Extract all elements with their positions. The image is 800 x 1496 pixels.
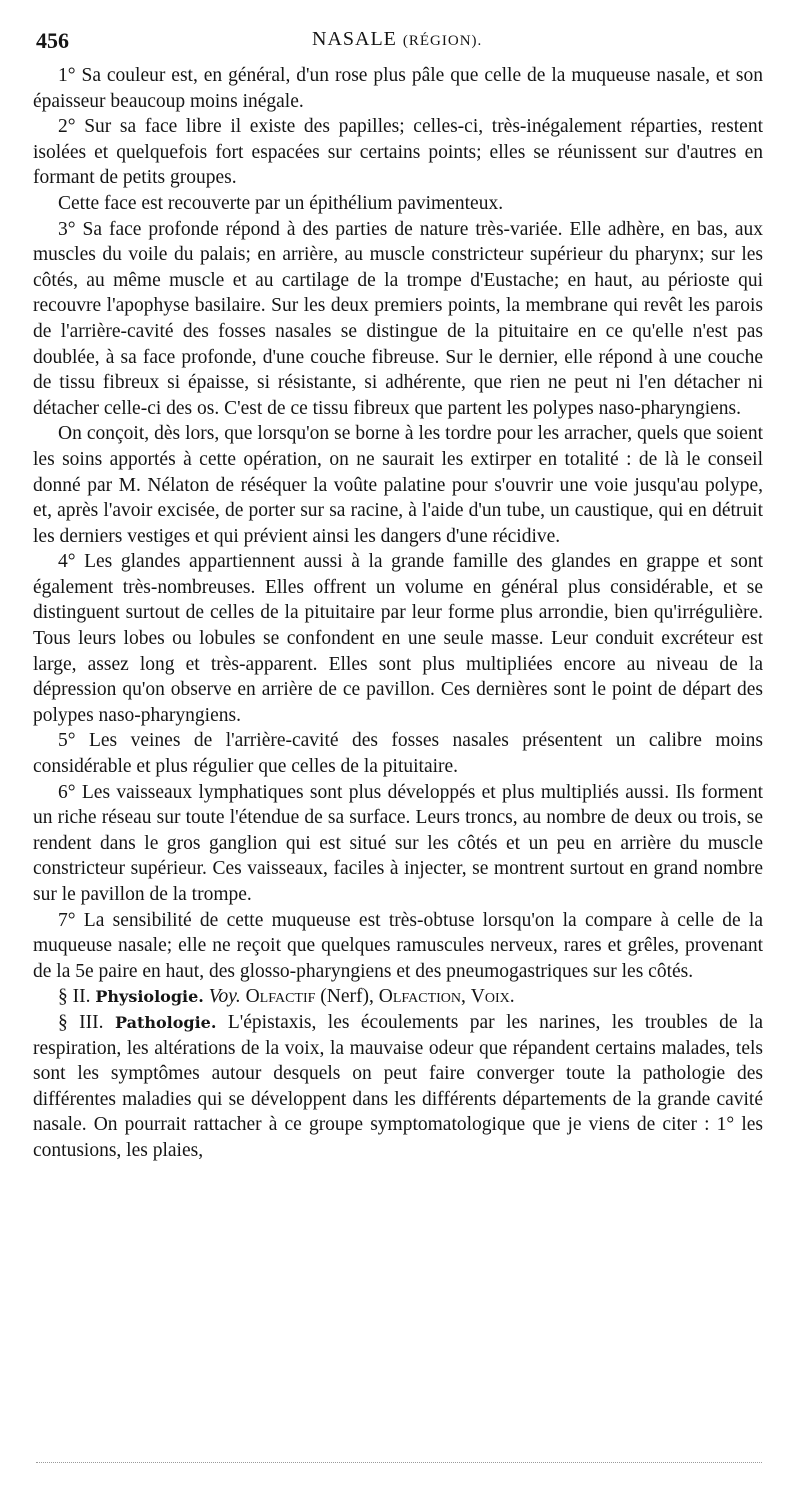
paragraph-veins: 5° Les veines de l'arrière-cavité des fosses nasales présentent un calibre moins considérable et plus régulier que celles de la pituitaire. — [33, 730, 763, 778]
cross-reference-olfaction: Olfaction, — [378, 986, 466, 1008]
paragraph-sensibility: 7° La sensibilité de cette muqueuse est très-obtuse lorsqu'on la compare à celle de la muqueuse nasale; elle ne reçoit que quelques ramuscules nerveux, rares et grêles, provenant de la 5e paire en haut, des glosso-pharyngiens et des pneumogastriques sur les côtés. — [33, 909, 763, 982]
running-subtitle: (RÉGION). — [402, 33, 483, 49]
cross-reference-note: (Nerf), — [320, 986, 374, 1008]
paragraph-polyp-removal: On conçoit, dès lors, que lorsqu'on se borne à les tordre pour les arracher, quels que soient les soins apportés à cette opération, on ne saurait les extirper en totalité : de là le conseil donné par M. Nélaton de réséquer la voûte palatine pour s'ouvrir une voie jusqu'au polype, et, après l'avoir excisée, de porter sur sa racine, à l'aide d'un tube, un caustique, qui en détruit les derniers vestiges et qui prévient ainsi les dangers d'une récidive. — [33, 423, 763, 547]
voy-reference: Voy. — [208, 986, 241, 1008]
running-title: NASALE — [312, 28, 397, 50]
page-header — [36, 28, 766, 54]
footer-rule — [36, 1462, 762, 1463]
paragraph-papillae: 2° Sur sa face libre il existe des papilles; celles-ci, très-inégalement réparties, restent isolées et quelquefois fort espacées sur certains points; elles se réunissent sur d'autres en formant de petits groupes. — [33, 116, 763, 189]
paragraph-color: 1° Sa couleur est, en général, d'un rose plus pâle que celle de la muqueuse nasale, et son épaisseur beaucoup moins inégale. — [33, 65, 763, 112]
section-marker: § III. — [58, 1011, 104, 1033]
paragraph-deep-face: 3° Sa face profonde répond à des parties de nature très-variée. Elle adhère, en bas, aux muscles du voile du palais; en arrière, au muscle constricteur supérieur du pharynx; sur les côtés, au même muscle et au cartilage de la trompe d'Eustache; en haut, au périoste qui recouvre l'apophyse basilaire. Sur les deux premiers points, la membrane qui revêt les parois de l'arrière-cavité des fosses nasales se distingue de la pituitaire en ce qu'elle n'est pas doublée, à sa face profonde, d'une couche fibreuse. Sur le dernier, elle répond à une couche de tissu fibreux si épaisse, si résistante, si adhérente, que rien ne peut ni l'en détacher ni détacher celle-ci des os. C'est de ce tissu fibreux que partent les polypes naso-pharyngiens. — [33, 218, 763, 419]
running-head — [312, 28, 482, 51]
section-text: L'épistaxis, les écoulements par les narines, les troubles de la respiration, les altérations de la voix, la mauvaise odeur que répandent certains malades, tels sont les symptômes autour desquels on peut faire converger toute la pathologie des différentes maladies qui se développent dans les différents départements de la grande cavité nasale. On pourrait rattacher à ce groupe symptomatologique que je viens de citer : 1° les contusions, les plaies, — [33, 1011, 764, 1161]
section-marker: § II. — [58, 986, 91, 1008]
body-text — [33, 63, 763, 1164]
section-pathologie — [33, 1010, 763, 1164]
section-title: Physiologie. — [95, 987, 204, 1007]
page-number: 456 — [36, 28, 69, 53]
paragraph-lymphatics: 6° Les vaisseaux lymphatiques sont plus développés et plus multipliés aussi. Ils forment un riche réseau sur toute l'étendue de sa surface. Leurs troncs, au nombre de deux ou trois, se rendent dans le gros ganglion qui est situé sur les côtés et un peu en arrière du muscle constricteur supérieur. Ces vaisseaux, faciles à injecter, se montrent surtout en grand nombre sur le pavillon de la trompe. — [33, 781, 763, 905]
cross-reference-voix: Voix. — [470, 986, 515, 1008]
paragraph-epithelium: Cette face est recouverte par un épithélium pavimenteux. — [58, 192, 504, 214]
section-physiologie — [33, 984, 763, 1010]
cross-reference-olfactif: Olfactif — [245, 986, 316, 1008]
paragraph-glands: 4° Les glandes appartiennent aussi à la grande famille des glandes en grappe et sont également très-nombreuses. Elles offrent un volume en général plus considérable, et se distinguent surtout de celles de la pituitaire par leur forme plus arrondie, bien qu'irrégulière. Tous leurs lobes ou lobules se confondent en une seule masse. Leur conduit excréteur est large, assez long et très-apparent. Elles sont plus multipliées encore au niveau de la dépression qu'on observe en arrière de ce pavillon. Ces dernières sont le point de départ des polypes naso-pharyngiens. — [33, 551, 763, 726]
section-title: Pathologie. — [114, 1012, 217, 1032]
